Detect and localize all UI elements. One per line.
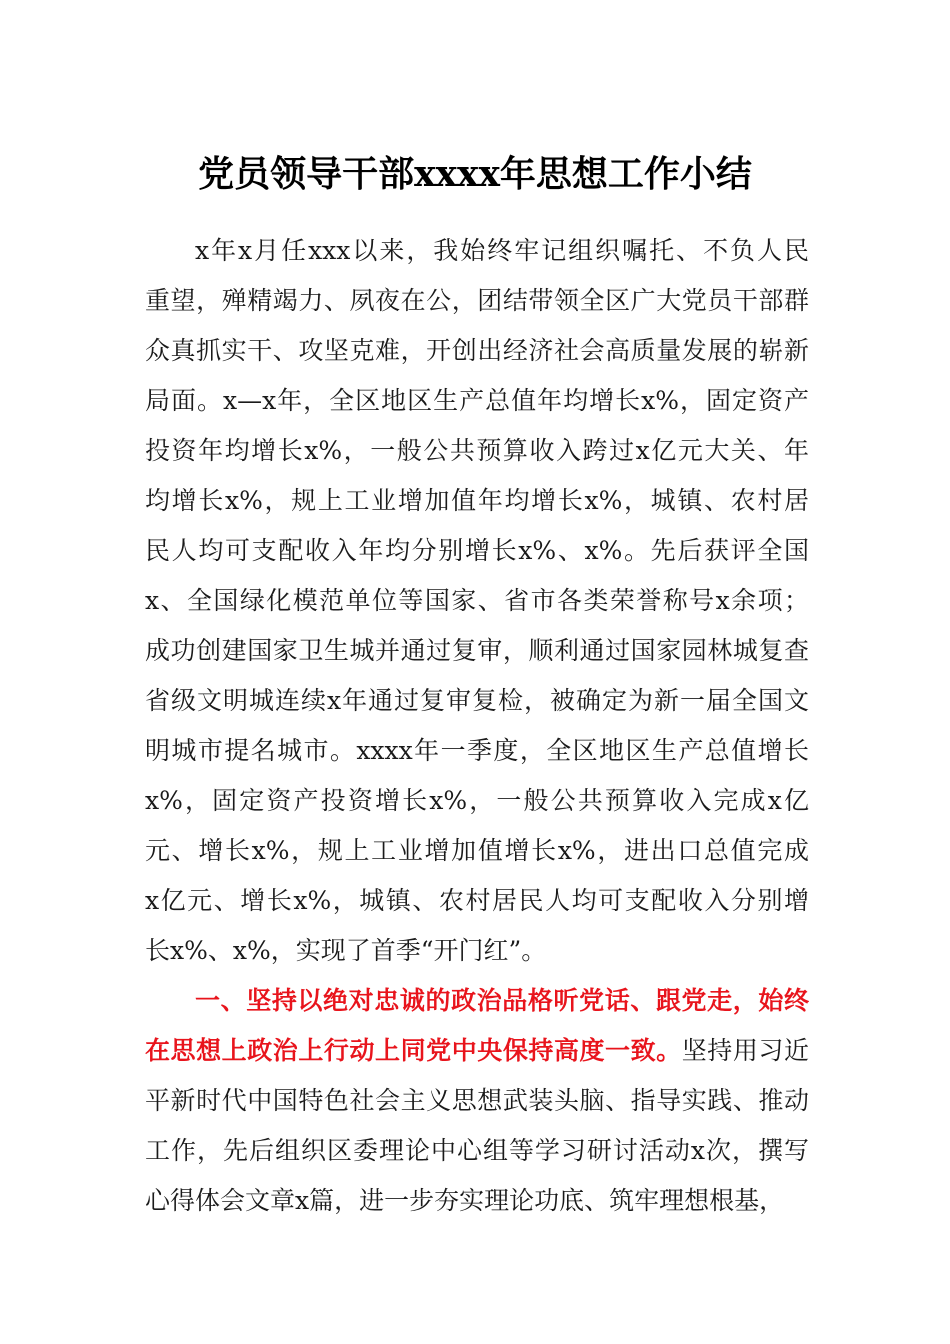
- paragraph-line: 民人均可支配收入年均分别增长x%、x%。先后获评全国: [145, 536, 809, 565]
- paragraph-line: x、全国绿化模范单位等国家、省市各类荣誉称号x余项；: [145, 586, 809, 615]
- paragraph-line: 众真抓实干、攻坚克难，开创出经济社会高质量发展的崭新: [145, 336, 809, 365]
- paragraph-line: 均增长x%，规上工业增加值年均增长x%，城镇、农村居: [145, 486, 809, 515]
- paragraph-line: 明城市提名城市。xxxx年一季度，全区地区生产总值增长: [145, 736, 809, 765]
- paragraph-line: 平新时代中国特色社会主义思想武装头脑、指导实践、推动: [145, 1086, 809, 1115]
- paragraph-line: x亿元、增长x%，城镇、农村居民人均可支配收入分别增: [145, 886, 809, 915]
- section-heading-text: 在思想上政治上行动上同党中央保持高度一致。: [145, 1036, 682, 1065]
- paragraph-text: 坚持用习近: [681, 1036, 809, 1065]
- paragraph-intro: [145, 226, 809, 1226]
- paragraph-line: 重望，殚精竭力、夙夜在公，团结带领全区广大党员干部群: [145, 286, 809, 315]
- paragraph-line: 省级文明城连续x年通过复审复检，被确定为新一届全国文: [145, 686, 809, 715]
- paragraph-line: 长x%、x%，实现了首季“开门红”。: [145, 936, 547, 965]
- document-title: 党员领导干部xxxx年思想工作小结: [198, 153, 752, 195]
- paragraph-line: x年x月任xxx以来，我始终牢记组织嘱托、不负人民: [195, 236, 809, 265]
- section-heading-line: 一、坚持以绝对忠诚的政治品格听党话、跟党走，始终: [195, 986, 809, 1015]
- paragraph-line: 元、增长x%，规上工业增加值增长x%，进出口总值完成: [145, 836, 809, 865]
- paragraph-line: x%，固定资产投资增长x%，一般公共预算收入完成x亿: [145, 786, 809, 815]
- paragraph-line: 成功创建国家卫生城并通过复审，顺利通过国家园林城复查: [145, 636, 809, 665]
- paragraph-line: 心得体会文章x篇，进一步夯实理论功底、筑牢理想根基，: [145, 1186, 785, 1215]
- paragraph-line: 投资年均增长x%，一般公共预算收入跨过x亿元大关、年: [145, 436, 809, 465]
- paragraph-line: 局面。x—x年，全区地区生产总值年均增长x%，固定资产: [145, 386, 809, 415]
- paragraph-line: 工作，先后组织区委理论中心组等学习研讨活动x次，撰写: [145, 1136, 809, 1165]
- section-heading-mixed-line: [145, 1026, 809, 1076]
